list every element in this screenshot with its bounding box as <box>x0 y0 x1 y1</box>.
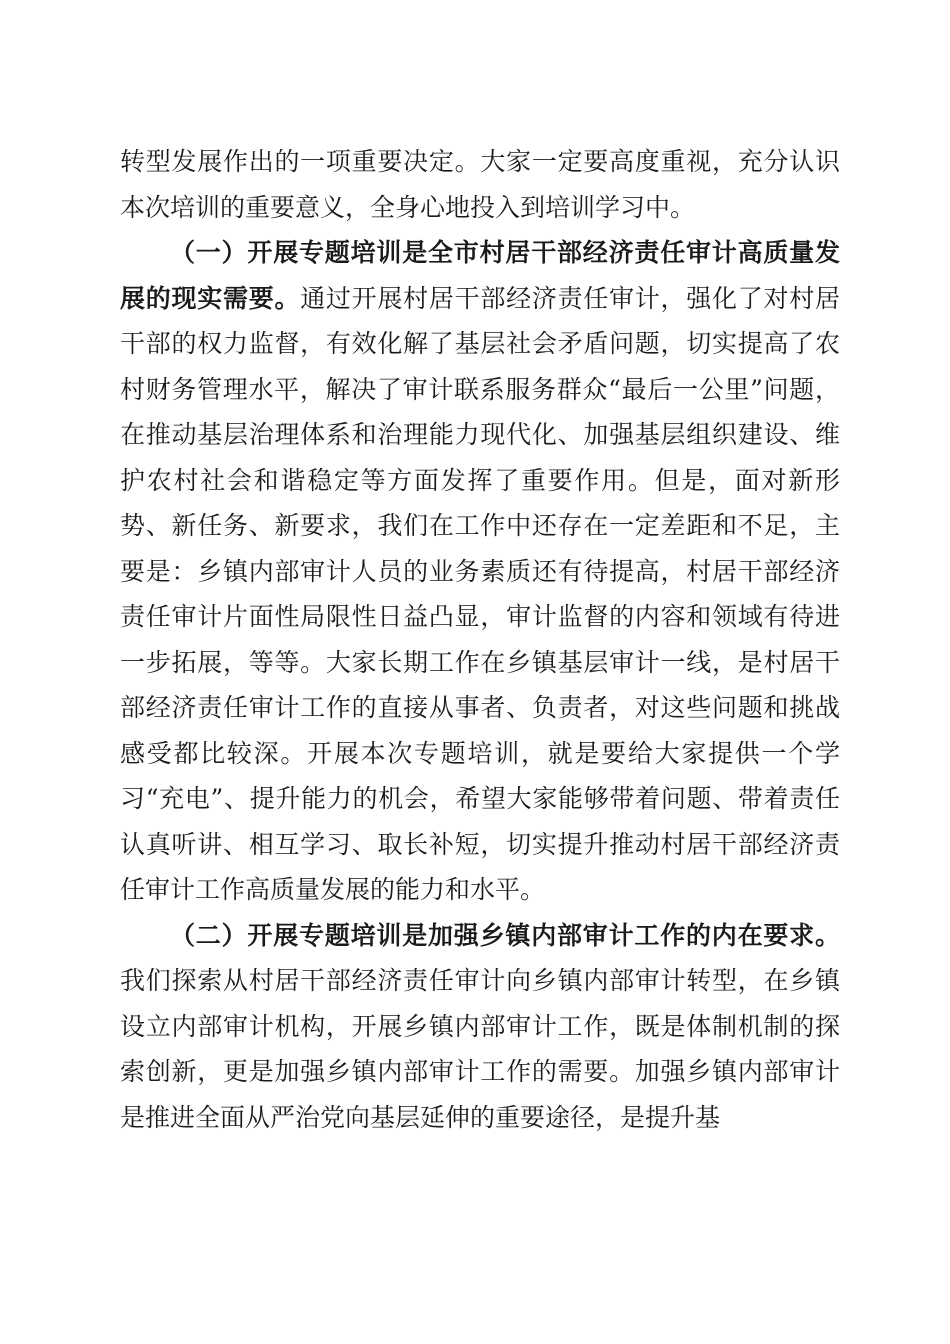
paragraph-section-two <box>120 913 840 1141</box>
paragraph-continuation <box>120 139 840 230</box>
section-one-heading: （一）开展专题培训是全市村居干部经济责任审计高质量发展的现实需要。 <box>120 238 840 313</box>
paragraph-section-one <box>120 230 840 913</box>
document-body <box>120 139 840 1140</box>
section-two-heading: （二）开展专题培训是加强乡镇内部审计工作的内在要求。 <box>170 920 840 950</box>
section-one-body: 通过开展村居干部经济责任审计，强化了对村居干部的权力监督，有效化解了基层社会矛盾问题，切实提高了农村财务管理水平，解决了审计联系服务群众“最后一公里”问题，在推动基层治理体系和治理能力现代化、加强基层组织建设、维护农村社会和谐稳定等方面发挥了重要作用。但是，面对新形势、新任务、新要求，我们在工作中还存在一定差距和不足，主要是：乡镇内部审计人员的业务素质还有待提高，村居干部经济责任审计片面性局限性日益凸显，审计监督的内容和领域有待进一步拓展，等等。大家长期工作在乡镇基层审计一线，是村居干部经济责任审计工作的直接从事者、负责者，对这些问题和挑战感受都比较深。开展本次专题培训，就是要给大家提供一个学习“充电”、提升能力的机会，希望大家能够带着问题、带着责任认真听讲、相互学习、取长补短，切实提升推动村居干部经济责任审计工作高质量发展的能力和水平。 <box>120 283 840 904</box>
section-two-body: 我们探索从村居干部经济责任审计向乡镇内部审计转型，在乡镇设立内部审计机构，开展乡镇内部审计工作，既是体制机制的探索创新，更是加强乡镇内部审计工作的需要。加强乡镇内部审计是推进全面从严治党向基层延伸的重要途径，是提升基 <box>120 966 840 1132</box>
paragraph-1-body: 转型发展作出的一项重要决定。大家一定要高度重视，充分认识本次培训的重要意义，全身心地投入到培训学习中。 <box>120 147 840 222</box>
